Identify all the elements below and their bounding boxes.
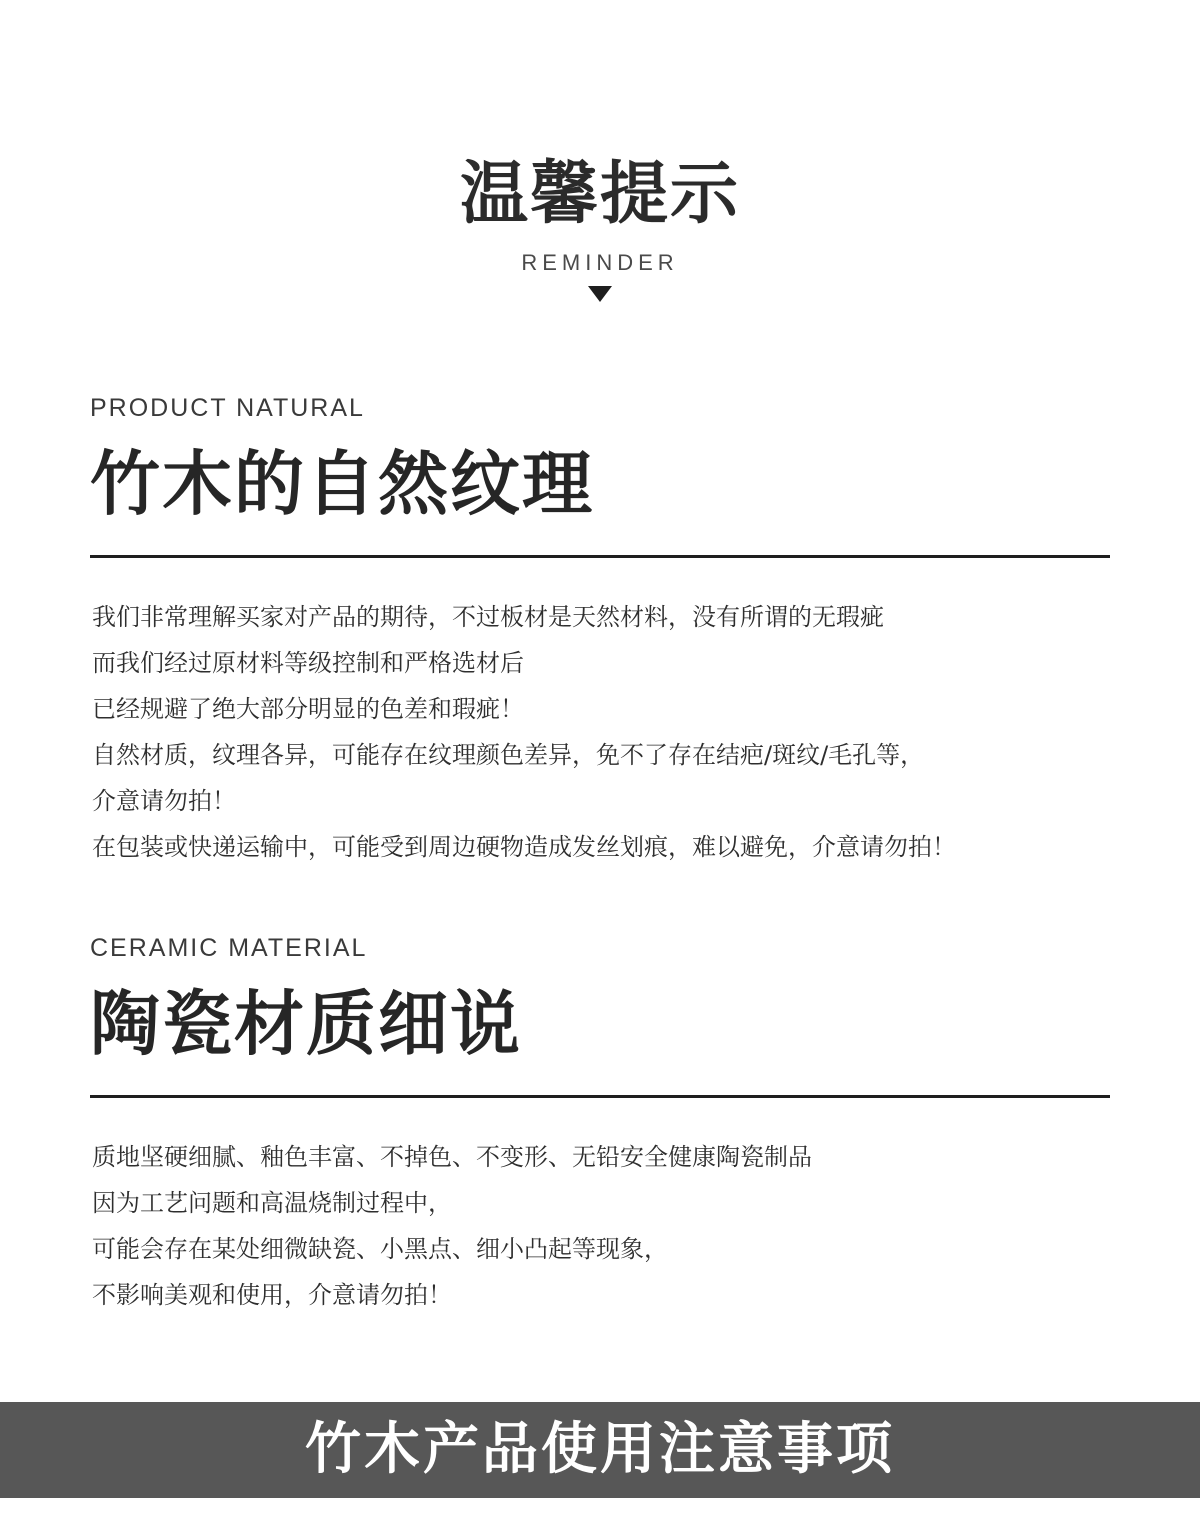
triangle-down-icon — [588, 286, 612, 302]
body-line: 不影响美观和使用，介意请勿拍！ — [92, 1281, 452, 1309]
body-line: 在包装或快递运输中，可能受到周边硬物造成发丝划痕，难以避免，介意请勿拍！ — [92, 833, 956, 861]
section-divider — [90, 555, 1110, 558]
reminder-title: 温馨提示 — [459, 155, 740, 234]
section-body — [90, 594, 1110, 870]
body-line: 已经规避了绝大部分明显的色差和瑕疵！ — [92, 695, 524, 723]
body-line: 可能会存在某处细微缺瓷、小黑点、细小凸起等现象， — [92, 1235, 668, 1263]
body-line: 质地坚硬细腻、釉色丰富、不掉色、不变形、无铅安全健康陶瓷制品 — [92, 1143, 812, 1171]
section-en-label: CERAMIC MATERIAL — [90, 934, 368, 962]
body-line: 介意请勿拍！ — [92, 787, 236, 815]
body-line: 自然材质，纹理各异，可能存在纹理颜色差异，免不了存在结疤/斑纹/毛孔等， — [92, 741, 925, 769]
reminder-subtitle: REMINDER — [521, 250, 679, 275]
section-ceramic-material — [90, 933, 1110, 1318]
section-product-natural — [90, 393, 1110, 870]
footer-banner — [0, 1402, 1200, 1498]
section-en-label: PRODUCT NATURAL — [90, 394, 365, 422]
body-line: 我们非常理解买家对产品的期待，不过板材是天然材料，没有所谓的无瑕疵 — [92, 603, 884, 631]
reminder-header — [0, 150, 1200, 302]
section-divider — [90, 1095, 1110, 1098]
body-line: 因为工艺问题和高温烧制过程中， — [92, 1189, 452, 1217]
section-body — [90, 1134, 1110, 1318]
section-title: 陶瓷材质细说 — [90, 983, 522, 1065]
footer-title: 竹木产品使用注意事项 — [305, 1417, 895, 1482]
body-line: 而我们经过原材料等级控制和严格选材后 — [92, 649, 524, 677]
section-title: 竹木的自然纹理 — [90, 443, 594, 525]
